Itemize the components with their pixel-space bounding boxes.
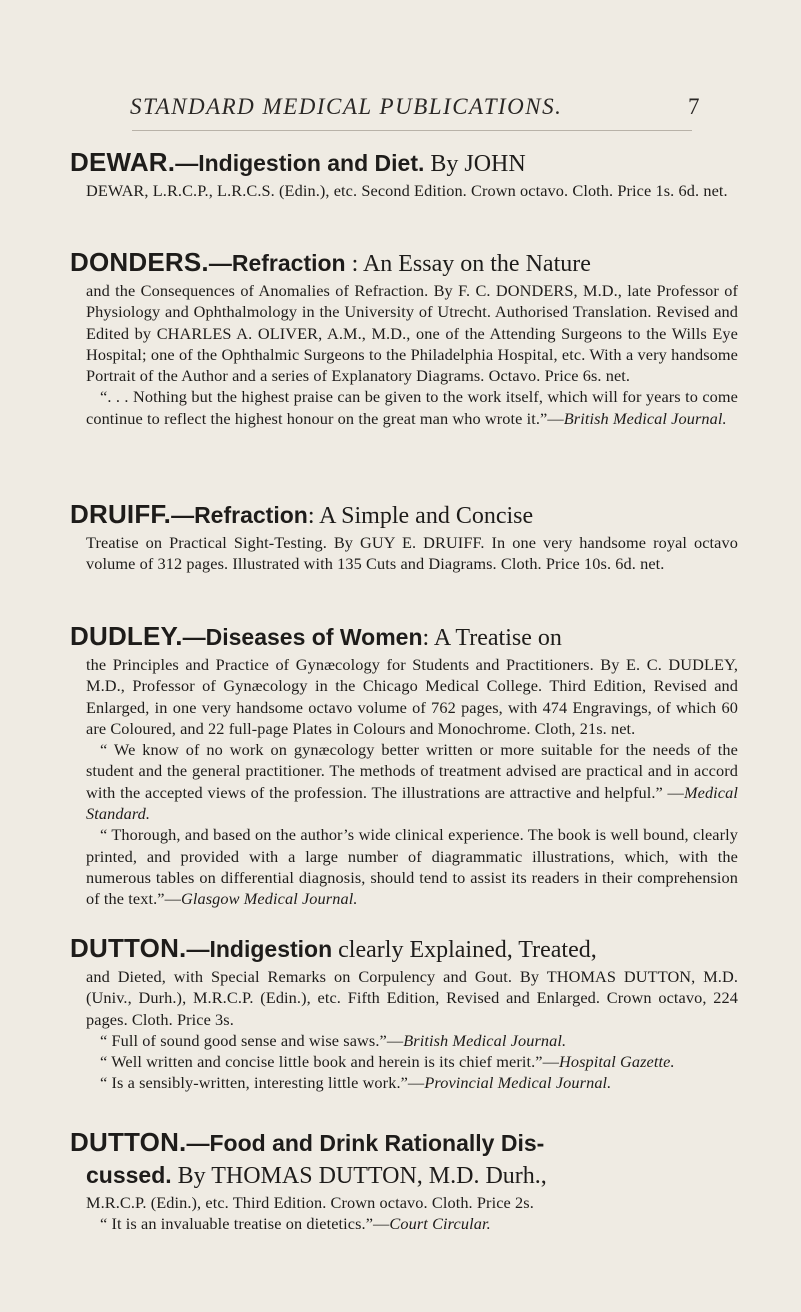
entry-title: —Indigestion [186, 936, 333, 962]
entry-heading [70, 146, 738, 180]
entry-description: M.R.C.P. (Edin.), etc. Third Edition. Crown octavo. Cloth. Price 2s. [86, 1193, 534, 1212]
entry-surname: DUTTON. [70, 1127, 187, 1157]
quote-text: “ Well written and concise little book and herein is its chief merit.”— [100, 1052, 559, 1072]
entry-title: —Refraction [208, 250, 346, 276]
entry-heading [70, 498, 738, 532]
entry-donders [70, 246, 738, 429]
review-quote [86, 1213, 738, 1234]
quote-text: “ Is a sensibly-written, interesting little work.”— [100, 1073, 425, 1093]
entry-body [86, 1192, 738, 1235]
quote-source: Hospital Gazette. [558, 1052, 675, 1072]
entry-heading [70, 1126, 738, 1159]
entry-title: —Refraction [171, 502, 308, 528]
entry-title: —Food and Drink Rationally Dis- [186, 1130, 545, 1156]
entry-heading-rest: clearly Explained, Treated, [332, 937, 597, 963]
entry-heading-continued [86, 1159, 738, 1192]
entry-dutton-food [70, 1126, 738, 1235]
quote-text: “ Full of sound good sense and wise saws.”— [100, 1030, 404, 1050]
entry-surname: DUTTON. [70, 933, 187, 963]
header-rule [132, 130, 692, 131]
quote-text: “ We know of no work on gynæcology better written or more suitable for the needs of the student and the general practitioner. The methods of treatment advised are practical and in accord with the accepted views of the profession. The illustrations are attractive and helpful.” — [86, 740, 738, 802]
entry-dewar [70, 146, 738, 201]
review-quote [86, 824, 738, 909]
entry-body [86, 966, 738, 1094]
header-title: STANDARD MEDICAL PUBLICATIONS. [130, 94, 563, 119]
quote-source: Medical Standard. [86, 782, 738, 824]
entry-title: —Indigestion and Diet. [175, 150, 425, 176]
quote-text: “. . . Nothing but the highest praise can be given to the work itself, which will for years to come continue to reflect the highest honour on the great man who wrote it.”— [86, 387, 738, 428]
review-quote [86, 739, 738, 824]
quote-source: British Medical Journal. [563, 408, 727, 428]
entry-description: and Dieted, with Special Remarks on Corpulency and Gout. By THOMAS DUTTON, M.D. (Univ., Durh.), M.R.C.P. (Edin.), etc. Fifth Edition, Revised and Enlarged. Crown octavo, 224 pages. Cloth. Price 3s. [86, 967, 738, 1029]
quote-text: “ Thorough, and based on the author’s wide clinical experience. The book is well bound, clearly printed, and provided with a large number of diagrammatic illustrations, which, with the numerous tables on differential diagnosis, should tend to assist its readers in their comprehension of the text.”— [86, 825, 738, 909]
entry-body [86, 180, 738, 201]
quote-source: Glasgow Medical Journal. [181, 889, 358, 909]
entry-heading-rest: : An Essay on the Nature [345, 251, 591, 277]
entry-heading-rest: : A Simple and Concise [307, 503, 534, 529]
entry-surname: DEWAR. [70, 147, 176, 177]
entry-description: the Principles and Practice of Gynæcology for Students and Practitioners. By E. C. DUDLEY, M.D., Professor of Gynæcology in the Chicago Medical College. Third Edition, Revised and Enlarged, in one very handsome octavo volume of 762 pages, with 474 Engravings, of which 60 are Coloured, and 22 full-page Plates in Colours and Monochrome. Cloth, 21s. net. [86, 655, 738, 738]
entry-surname: DUDLEY. [70, 621, 183, 651]
quote-source: Court Circular. [389, 1214, 491, 1234]
review-quote [86, 1030, 738, 1051]
review-quote [86, 1072, 738, 1093]
entry-body [86, 532, 738, 575]
entry-surname: DONDERS. [70, 247, 209, 277]
quote-source: British Medical Journal. [403, 1030, 567, 1050]
entry-dutton-indigestion [70, 932, 738, 1094]
review-quote [86, 386, 738, 429]
quote-source: Provincial Medical Journal. [424, 1073, 612, 1093]
entry-title-continued: cussed. [86, 1162, 172, 1188]
entry-heading [70, 932, 738, 966]
review-quote [86, 1051, 738, 1072]
entry-description: and the Consequences of Anomalies of Refraction. By F. C. DONDERS, M.D., late Professor of Physiology and Ophthalmology in the University of Utrecht. Authorised Translation. Revised and Edited by CHARLES A. OLIVER, A.M., M.D., one of the Attending Surgeons to the Wills Eye Hospital; one of the Ophthalmic Surgeons to the Philadelphia Hospital, etc. With a very handsome Portrait of the Author and a series of Explanatory Diagrams. Octavo. Price 6s. net. [86, 281, 738, 386]
entry-body [86, 654, 738, 910]
entry-heading-rest: By THOMAS DUTTON, M.D. Durh., [171, 1163, 547, 1189]
page-number: 7 [688, 94, 701, 119]
entry-heading-rest: : A Treatise on [422, 625, 562, 651]
entry-surname: DRUIFF. [70, 499, 172, 529]
entry-heading-rest: By JOHN [424, 151, 526, 177]
entry-title: —Diseases of Women [182, 624, 423, 650]
entry-body [86, 280, 738, 429]
quote-text: “ It is an invaluable treatise on dietetics.”— [100, 1214, 390, 1234]
entry-heading [70, 246, 738, 280]
entry-heading [70, 620, 738, 654]
entry-dudley [70, 620, 738, 910]
entry-description: Treatise on Practical Sight-Testing. By GUY E. DRUIFF. In one very handsome royal octavo volume of 312 pages. Illustrated with 135 Cuts and Diagrams. Cloth. Price 10s. 6d. net. [86, 533, 738, 574]
entry-description: DEWAR, L.R.C.P., L.R.C.S. (Edin.), etc. Second Edition. Crown octavo. Cloth. Price 1s. 6d. net. [86, 181, 728, 200]
entry-druiff [70, 498, 738, 575]
